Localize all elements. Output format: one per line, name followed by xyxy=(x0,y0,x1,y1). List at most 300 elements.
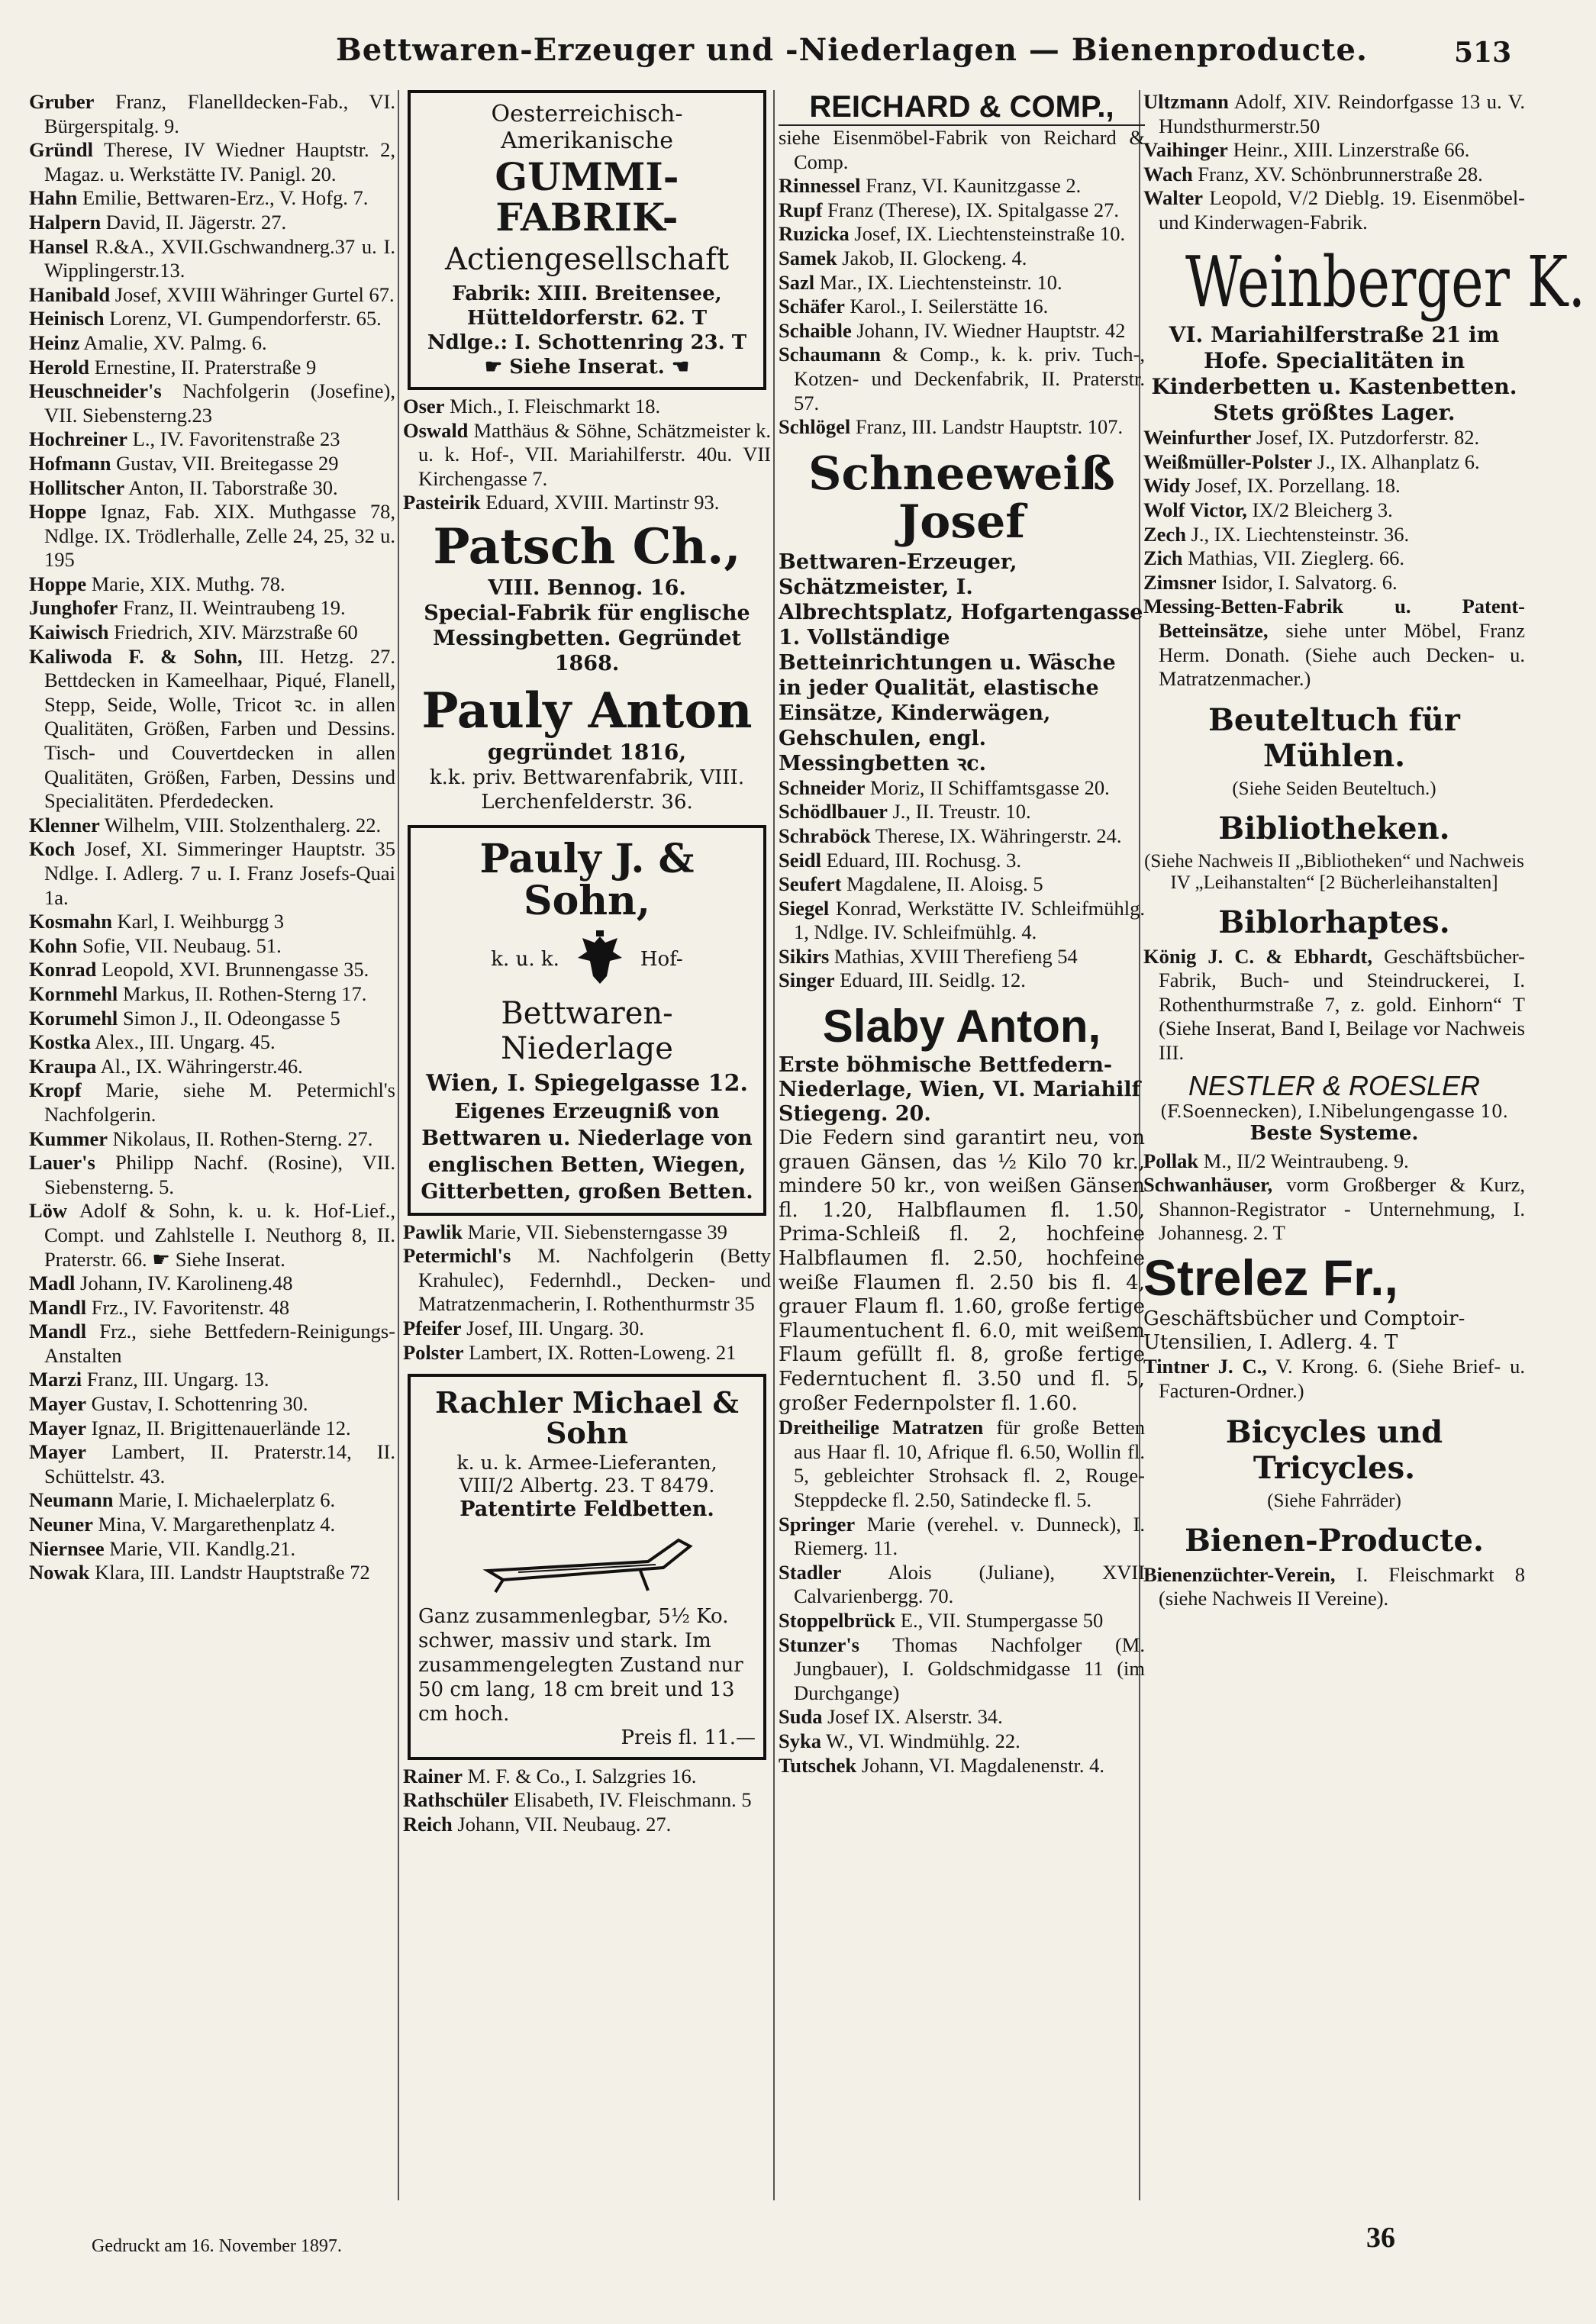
entry-text: Gustav, I. Schottenring 30. xyxy=(91,1392,308,1416)
entry-text: Frz., IV. Favoritenstr. 48 xyxy=(91,1295,290,1319)
list-item xyxy=(29,307,395,331)
list-item xyxy=(29,1488,395,1513)
entry-text: vorm Großberger & Kurz, Shannon-Registrator - Unternehmung, I. Johannesg. 2. T xyxy=(1159,1173,1525,1245)
list-item xyxy=(779,1729,1145,1754)
entry-text: Franz, Flanelldecken-Fab., VI. Bürgerspitalg. 9. xyxy=(44,90,396,137)
entry-name: Lauer's xyxy=(29,1151,95,1175)
entry-name: Madl xyxy=(29,1272,76,1295)
ad-line: Wien, I. Spiegelgasse 12. xyxy=(426,1069,748,1097)
entry-name: Schraböck xyxy=(779,824,871,847)
entry-text: Johann, VI. Magdalenenstr. 4. xyxy=(861,1753,1104,1777)
ad-slaby xyxy=(779,1002,1145,1416)
entry-name: Seufert xyxy=(779,872,842,896)
entry-text: Karl, I. Weihburgg 3 xyxy=(117,910,285,933)
section-heading: Biblorhaptes. xyxy=(1218,904,1450,940)
entry-name: Kraupa xyxy=(29,1054,97,1078)
entry-text: L., IV. Favoritenstraße 23 xyxy=(132,427,340,451)
entry-text: IX/2 Bleicherg 3. xyxy=(1252,498,1393,521)
entry-name: Konrad xyxy=(29,958,97,981)
running-header: Bettwaren-Erzeuger und -Niederlagen — Bienenproducte. xyxy=(336,32,1368,68)
list-item xyxy=(29,211,395,235)
entry-name: Löw xyxy=(29,1199,68,1223)
entry-name: Heinz xyxy=(29,330,80,354)
ad-line: Special-Fabrik für englische Messingbetten. Gegründet 1868. xyxy=(424,601,750,676)
ad-pauly-sohn xyxy=(408,825,766,1215)
entry-name: Rinnessel xyxy=(779,174,861,198)
entry-name: Schaumann xyxy=(779,343,882,366)
entry-name: Walter xyxy=(1143,186,1203,210)
list-item xyxy=(29,1055,395,1079)
ad-nestler xyxy=(1143,1070,1525,1145)
list-item xyxy=(29,427,395,452)
entry-name: Gründl xyxy=(29,138,93,162)
entry-text: Moriz, II Schiffamtsgasse 20. xyxy=(870,775,1110,799)
list-item xyxy=(1143,546,1525,571)
entry-name: Neuner xyxy=(29,1513,93,1536)
list-item xyxy=(29,1392,395,1417)
ad-patsch xyxy=(403,517,771,676)
entry-text: Ignaz, II. Brigittenauerlände 12. xyxy=(91,1416,351,1439)
list-item xyxy=(1143,426,1525,450)
entry-name: Heuschneider's xyxy=(29,379,162,403)
entry-name: Klenner xyxy=(29,813,100,836)
list-item xyxy=(29,1537,395,1562)
entry-text: Johann, IV. Karolineng.48 xyxy=(80,1272,293,1295)
list-item xyxy=(779,849,1145,873)
list-item xyxy=(779,415,1145,440)
ad-pauly-anton xyxy=(403,682,771,814)
entry-name: Kaiwisch xyxy=(29,620,109,644)
ad-gummi-fabrik xyxy=(408,90,766,390)
list-item xyxy=(29,500,395,572)
entry-name: Nowak xyxy=(29,1561,90,1584)
ad-line: gegründet 1816, xyxy=(487,740,687,766)
entry-name: Wach xyxy=(1143,162,1193,185)
entry-name: Kropf xyxy=(29,1078,82,1102)
list-item xyxy=(403,1813,771,1837)
list-item xyxy=(29,934,395,959)
entry-text: David, II. Jägerstr. 27. xyxy=(105,210,287,234)
entry-text: J., II. Treustr. 10. xyxy=(892,800,1031,824)
entry-text: Thomas Nachfolger (M. Jungbauer), I. Goldschmidgasse 11 (im Durchgange) xyxy=(794,1633,1145,1704)
entry-text: Al., IX. Währingerstr.46. xyxy=(100,1054,303,1078)
list-item xyxy=(779,776,1145,801)
list-item xyxy=(29,958,395,982)
entry-name: Kummer xyxy=(29,1127,108,1150)
list-item xyxy=(29,138,395,186)
list-item xyxy=(29,1030,395,1055)
entry-list xyxy=(1143,1149,1525,1246)
entry-name: Sazl xyxy=(779,270,815,294)
entry-text: Johann, VII. Neubaug. 27. xyxy=(457,1813,672,1836)
entry-text: Mich., I. Fleischmarkt 18. xyxy=(450,395,661,417)
ad-line: Hof- xyxy=(640,947,683,971)
ad-line: k. u. k. Armee-Lieferanten, xyxy=(456,1451,717,1474)
entry-name: Seidl xyxy=(779,848,821,872)
column-3 xyxy=(779,90,1145,1778)
list-item xyxy=(403,1788,771,1813)
list-item xyxy=(779,319,1145,343)
entry-text: Anton, II. Taborstraße 30. xyxy=(128,475,338,499)
list-item xyxy=(779,1561,1145,1609)
list-item xyxy=(779,1705,1145,1729)
entry-text: Mathias, XVIII Therefieng 54 xyxy=(833,944,1078,968)
ad-line: Oesterreichisch-Amerikanische xyxy=(491,101,683,154)
entry-name: Singer xyxy=(779,969,835,992)
list-item xyxy=(1143,186,1525,234)
list-item xyxy=(403,491,771,515)
entry-text: Emilie, Bettwaren-Erz., V. Hofg. 7. xyxy=(82,186,369,210)
entry-name: Petermichl's xyxy=(403,1244,511,1268)
ad-strelez xyxy=(1143,1249,1525,1355)
entry-text: E., VII. Stumpergasse 50 xyxy=(900,1608,1104,1632)
entry-text: Nachfolgerin (Josefine), VII. Siebensterng.23 xyxy=(44,379,395,427)
entry-text: siehe unter Möbel, Franz Herm. Donath. (Siehe auch Decken- u. Matratzenmacher.) xyxy=(1159,618,1525,691)
entry-name: Tutschek xyxy=(779,1753,857,1777)
entry-text: Marie, VII. Siebensterngasse 39 xyxy=(467,1220,727,1243)
entry-name: Mayer xyxy=(29,1440,87,1464)
ad-headline: Rachler Michael & Sohn xyxy=(435,1385,739,1450)
ad-line: Fabrik: XIII. Breitensee, Hütteldorferstr. 62. T xyxy=(452,282,722,330)
ad-headline: Weinberger K. xyxy=(1185,240,1586,323)
entry-text: Marie, VII. Kandlg.21. xyxy=(109,1536,296,1560)
list-item xyxy=(403,1244,771,1317)
list-item xyxy=(779,897,1145,945)
section-note: (Siehe Nachweis II „Bibliotheken“ und Nachweis IV „Leihanstalten“ [2 Bücherleihanstalten] xyxy=(1144,850,1524,893)
list-item xyxy=(403,1317,771,1341)
ad-line: (F.Soennecken), I.Nibelungengasse 10. xyxy=(1160,1101,1508,1122)
list-item xyxy=(29,1078,395,1127)
list-item xyxy=(29,1272,395,1296)
list-item xyxy=(1143,90,1525,138)
entry-name: Stadler xyxy=(779,1560,842,1584)
list-item xyxy=(29,356,395,380)
entry-name: Junghofer xyxy=(29,596,118,620)
list-item xyxy=(403,1341,771,1365)
entry-name: Schäfer xyxy=(779,295,845,318)
entry-name: Springer xyxy=(779,1512,856,1536)
entry-text: III. Hetzg. 27. Bettdecken in Kameelhaar, Piqué, Flanell, Stepp, Seide, Wolle, Tricot ꝛc. in allen Qualitäten, Größen, Farben und Dessins. Tisch- und Couvertdecken in allen Qualitäten, Größen, Farben, Dessins und Specialitäten. Pferdedecken. xyxy=(44,644,396,813)
entry-text: Franz (Therese), IX. Spitalgasse 27. xyxy=(827,198,1119,221)
entry-text: Marie (verehel. v. Dunneck), I. Riemerg. 11. xyxy=(794,1512,1146,1560)
list-item xyxy=(29,90,395,138)
ad-line: VIII. Bennog. 16. xyxy=(488,576,686,601)
ad-line: Ganz zusammenlegbar, 5½ Ko. schwer, massiv und stark. Im zusammengelegten Zustand nur 50 cm lang, 18 cm breit und 13 cm hoch. xyxy=(418,1604,743,1726)
entry-text: M. F. & Co., I. Salzgries 16. xyxy=(467,1764,697,1787)
entry-name: Reich xyxy=(403,1813,453,1836)
entry-name: Korumehl xyxy=(29,1006,118,1030)
entry-text: J., IX. Alhanplatz 6. xyxy=(1317,450,1480,473)
entry-text: Gustav, VII. Breitegasse 29 xyxy=(116,451,339,475)
list-item xyxy=(1143,450,1525,475)
entry-list xyxy=(779,1513,1145,1778)
entry-text: Ignaz, Fab. XIX. Muthgasse 78, Ndlge. IX. Trödlerhalle, Zelle 24, 25, 32 u. 195 xyxy=(44,500,396,572)
ad-eagle-row xyxy=(418,929,756,990)
reichard-heading: REICHARD & COMP., xyxy=(779,90,1145,126)
entry-text: Therese, IV Wiedner Hauptstr. 2, Magaz. u. Werkstätte IV. Panigl. 20. xyxy=(44,138,396,185)
ad-weinberger xyxy=(1143,240,1586,427)
list-item xyxy=(29,1127,395,1152)
list-item xyxy=(403,1220,771,1245)
entry-name: Hollitscher xyxy=(29,475,125,499)
page-number: 513 xyxy=(1454,37,1512,69)
list-item xyxy=(779,1609,1145,1633)
entry-name: Mayer xyxy=(29,1392,87,1416)
list-item xyxy=(1143,1173,1525,1246)
entry-text: Frz., siehe Bettfedern-Reinigungs-Anstalten xyxy=(44,1320,395,1367)
entry-list xyxy=(403,1765,771,1837)
list-item xyxy=(403,395,771,419)
entry-name: Pollak xyxy=(1143,1149,1199,1172)
entry-text: Therese, IX. Währingerstr. 24. xyxy=(875,824,1122,847)
list-item xyxy=(779,343,1145,415)
entry-text: Leopold, XVI. Brunnengasse 35. xyxy=(101,958,369,981)
list-item xyxy=(29,186,395,211)
list-item xyxy=(779,198,1145,223)
entry-name: Marzi xyxy=(29,1368,82,1391)
list-item xyxy=(29,283,395,308)
entry-text: Josef, IX. Porzellang. 18. xyxy=(1195,474,1401,498)
entry-text: Heinr., XIII. Linzerstraße 66. xyxy=(1233,138,1470,162)
entry-name: Vaihinger xyxy=(1143,138,1228,162)
entry-name: Gruber xyxy=(29,90,95,113)
list-item xyxy=(779,945,1145,969)
entry-name: Schödlbauer xyxy=(779,800,888,824)
list-item: König J. C. & Ebhardt, Geschäftsbücher-Fabrik, Buch- und Steindruckerei, I. Rothenthurmstraße 7, z. gold. Einhorn“ T (Siehe Inserat, Band I, Beilage vor Nachweis III. xyxy=(1143,944,1526,1065)
entry-text: Alex., III. Ungarg. 45. xyxy=(95,1030,276,1054)
entry-name: Schaible xyxy=(779,318,852,342)
entry-name: Niernsee xyxy=(29,1536,105,1560)
ad-headline: Slaby Anton, xyxy=(822,1001,1101,1052)
list-item xyxy=(29,814,395,838)
list-item xyxy=(29,910,395,934)
entry-name: Oswald xyxy=(403,418,469,442)
entry-text: Wilhelm, VIII. Stolzenthalerg. 22. xyxy=(104,813,382,836)
ad-rachler xyxy=(408,1374,766,1760)
entry-text: M. Nachfolgerin (Betty Krahulec), Federnhdl., Decken- und Matratzenmacherin, I. Rothenthurmstr 35 xyxy=(418,1244,771,1316)
entry-text: Amalie, XV. Palmg. 6. xyxy=(83,330,267,354)
entry-name: Hoppe xyxy=(29,500,87,524)
entry-name: Pasteirik xyxy=(403,491,481,514)
list-item xyxy=(29,572,395,597)
entry-list xyxy=(1143,426,1525,691)
list-item xyxy=(1143,595,1525,691)
entry-list xyxy=(779,776,1145,993)
entry-name: Hofmann xyxy=(29,451,111,475)
entry-name: Suda xyxy=(779,1705,823,1729)
entry-text: Markus, II. Rothen-Sterng 17. xyxy=(122,981,367,1005)
list-item xyxy=(29,476,395,501)
entry-name: Ultzmann xyxy=(1143,90,1229,113)
entry-name: Heinisch xyxy=(29,307,105,330)
list-item xyxy=(779,872,1145,897)
entry-name: Kornmehl xyxy=(29,981,118,1005)
entry-text: Marie, siehe M. Petermichl's Nachfolgerin. xyxy=(44,1078,395,1126)
list-item xyxy=(779,247,1145,271)
entry-text: Eduard, XVIII. Martinstr 93. xyxy=(485,491,720,514)
entry-text: Leopold, V/2 Dieblg. 19. Eisenmöbel- und Kinderwagen-Fabrik. xyxy=(1159,186,1526,234)
entry-name: Messing-Betten-Fabrik u. Patent-Betteinsätze, xyxy=(1143,595,1525,642)
entry-name: Polster xyxy=(403,1340,464,1364)
entry-text: Philipp Nachf. (Rosine), VII. Siebensterng. 5. xyxy=(44,1151,395,1198)
entry-name: Oser xyxy=(403,395,445,417)
list-item: Dreitheilige Matratzen für große Betten aus Haar fl. 10, Afrique fl. 6.50, Wollin fl. 5, gebleichter Strohsack fl. 2, Rouge-Steppdecke fl. 2.50, Satindecke fl. 5. xyxy=(779,1416,1145,1511)
entry-name: Hoppe xyxy=(29,572,87,595)
ad-line: Ndlge.: I. Schottenring 23. T xyxy=(427,331,747,354)
ad-line: Patentirte Feldbetten. xyxy=(459,1497,714,1521)
entry-name: Widy xyxy=(1143,474,1191,498)
list-item xyxy=(1143,1149,1525,1174)
list-item xyxy=(1143,523,1525,547)
section-heading: Beuteltuch für Mühlen. xyxy=(1208,701,1460,774)
ad-headline: Pauly J. & Sohn, xyxy=(479,836,695,924)
ad-headline: Pauly Anton xyxy=(421,682,753,740)
print-date: Gedruckt am 16. November 1897. xyxy=(92,2236,342,2256)
list-item xyxy=(29,596,395,620)
section-note: (Siehe Fahrräder) xyxy=(1267,1490,1401,1511)
entry-text: Lambert, II. Praterstr.14, II. Schüttelstr. 43. xyxy=(44,1440,396,1488)
list-item xyxy=(403,1765,771,1789)
entry-name: Ruzicka xyxy=(779,222,850,246)
list-item xyxy=(779,271,1145,295)
entry-name: Samek xyxy=(779,246,837,269)
entry-text: Adolf & Sohn, k. u. k. Hof-Lief., Compt. und Zahlstelle I. Neuthorg 8, II. Praterstr. 66. ☛ Siehe Inserat. xyxy=(44,1199,395,1271)
ad-headline: NESTLER & ROESLER xyxy=(1188,1069,1481,1101)
list-item xyxy=(29,645,395,814)
list-item xyxy=(1143,571,1525,595)
entry-text: Johann, IV. Wiedner Hauptstr. 42 xyxy=(856,318,1126,342)
entry-name: Hanibald xyxy=(29,282,111,306)
entry-name: Neumann xyxy=(29,1488,114,1512)
entry-text: Lorenz, VI. Gumpendorferstr. 65. xyxy=(109,307,382,330)
list-item xyxy=(29,1561,395,1585)
list-item xyxy=(29,837,395,910)
section-heading: Bibliotheken. xyxy=(1218,810,1450,846)
entry-text: Nikolaus, II. Rothen-Sterng. 27. xyxy=(112,1127,373,1150)
ad-line: k.k. priv. Bettwarenfabrik, VIII. Lerchenfelderstr. 36. xyxy=(429,766,745,814)
list-item xyxy=(1143,498,1525,523)
ad-line: Bettwaren-Niederlage xyxy=(501,995,673,1066)
entry-text: Franz, III. Ungarg. 13. xyxy=(86,1368,269,1391)
entry-name: Wolf Victor, xyxy=(1143,498,1247,521)
entry-text: Magdalene, II. Aloisg. 5 xyxy=(846,872,1043,896)
ad-line: ☛ Siehe Inserat. ☚ xyxy=(484,356,690,379)
list-item xyxy=(1143,163,1525,187)
entry-name: Weinfurther xyxy=(1143,426,1252,450)
entry-text: Ernestine, II. Praterstraße 9 xyxy=(94,355,317,379)
entry-text: Mina, V. Margarethenplatz 4. xyxy=(98,1513,336,1536)
entry-name: Kaliwoda F. & Sohn, xyxy=(29,644,243,668)
entry-text: Konrad, Werkstätte IV. Schleifmühlg. 1, Ndlge. IV. Schleifmühlg. 4. xyxy=(794,896,1146,944)
entry-text: Jakob, II. Glockeng. 4. xyxy=(842,246,1027,269)
entry-text: Alois (Juliane), XVII Calvarienbergg. 70. xyxy=(794,1560,1145,1608)
entry-name: Kostka xyxy=(29,1030,91,1054)
entry-list xyxy=(779,126,1145,440)
ad-headline: Patsch Ch., xyxy=(433,517,741,575)
list-item xyxy=(1143,138,1525,163)
list-item: Tintner J. C., V. Krong. 6. (Siehe Brief- u. Facturen-Ordner.) xyxy=(1143,1355,1525,1402)
entry-text: Karol., I. Seilerstätte 16. xyxy=(850,295,1049,318)
double-eagle-icon xyxy=(573,929,627,990)
column-4 xyxy=(1143,90,1586,1611)
list-item xyxy=(779,1633,1145,1706)
entry-text: J., IX. Liechtensteinstr. 36. xyxy=(1191,522,1410,546)
list-item xyxy=(779,174,1145,198)
list-item xyxy=(1143,474,1525,498)
ad-line: Erste böhmische Bettfedern-Niederlage, Wien, VI. Mariahilf Stiegeng. 20. xyxy=(779,1053,1141,1127)
entry-text: Josef, XI. Simmeringer Hauptstr. 35 Ndlge. I. Adlerg. 7 u. I. Franz Josefs-Quai 1a. xyxy=(44,837,395,909)
section-note: (Siehe Seiden Beuteltuch.) xyxy=(1232,778,1436,799)
entry-name: Zimsner xyxy=(1143,570,1217,594)
entry-name: Syka xyxy=(779,1729,821,1752)
entry-text: Josef, IX. Putzdorferstr. 82. xyxy=(1256,426,1480,450)
entry-list xyxy=(1143,90,1525,235)
list-item xyxy=(779,126,1145,174)
entry-name: Pawlik xyxy=(403,1220,463,1243)
entry-text: Elisabeth, IV. Fleischmann. 5 xyxy=(514,1788,752,1812)
list-item xyxy=(779,1754,1145,1778)
sheet-number: 36 xyxy=(1366,2222,1395,2254)
list-item xyxy=(29,379,395,427)
ad-headline: Strelez Fr., xyxy=(1143,1249,1398,1307)
entry-name: Rupf xyxy=(779,198,823,221)
entry-list xyxy=(403,1220,771,1365)
list-item xyxy=(29,982,395,1007)
entry-name: Mayer xyxy=(29,1416,87,1439)
entry-text: Franz, XV. Schönbrunnerstraße 28. xyxy=(1198,162,1483,185)
list-item xyxy=(779,222,1145,247)
ad-line: VI. Mariahilferstraße 21 im Hofe. Specialitäten in Kinderbetten u. Kastenbetten. xyxy=(1151,322,1517,400)
entry-name: Zich xyxy=(1143,546,1183,570)
ad-price: Preis fl. 11.— xyxy=(621,1726,756,1749)
entry-text: Josef, IX. Liechtensteinstraße 10. xyxy=(854,222,1126,246)
entry-text: Mar., IX. Liechtensteinstr. 10. xyxy=(819,270,1062,294)
entry-name: Rathschüler xyxy=(403,1788,509,1812)
ad-line: Bettwaren-Erzeuger, Schätzmeister, I. Albrechtsplatz, Hofgartengasse 1. Vollständige Betteinrichtungen u. Wäsche in jeder Qualität, elastische Einsätze, Kinderwägen, Gehschulen, engl. Messingbetten ꝛc. xyxy=(779,550,1143,775)
entry-text: Adolf, XIV. Reindorfgasse 13 u. V. Hundsthurmerstr.50 xyxy=(1159,90,1525,137)
entry-name: Stoppelbrück xyxy=(779,1608,896,1632)
entry-text: siehe Eisenmöbel-Fabrik von Reichard & Comp. xyxy=(779,126,1145,173)
entry-name: Sikirs xyxy=(779,944,830,968)
list-item xyxy=(29,1199,395,1272)
entry-text: Simon J., II. Odeongasse 5 xyxy=(122,1006,340,1030)
entry-list xyxy=(403,395,771,515)
list-item xyxy=(29,1007,395,1031)
list-item xyxy=(29,1513,395,1537)
list-item xyxy=(779,295,1145,319)
entry-text: Marie, I. Michaelerplatz 6. xyxy=(118,1488,336,1512)
entry-name: Schwanhäuser, xyxy=(1143,1173,1273,1197)
list-item xyxy=(29,1440,395,1488)
list-item xyxy=(779,824,1145,849)
entry-name: Weißmüller-Polster xyxy=(1143,450,1313,473)
ad-line: Geschäftsbücher und Comptoir-Utensilien, I. Adlerg. 4. T xyxy=(1143,1307,1465,1355)
list-item: Bienenzüchter-Verein, I. Fleischmarkt 8 (siehe Nachweis II Vereine). xyxy=(1143,1562,1525,1610)
entry-text: Lambert, IX. Rotten-Loweng. 21 xyxy=(469,1340,737,1364)
list-item xyxy=(29,620,395,645)
entry-name: Koch xyxy=(29,837,76,861)
ad-line: Beste Systeme. xyxy=(1249,1121,1419,1145)
entry-text: Klara, III. Landstr Hauptstraße 72 xyxy=(95,1561,370,1584)
list-item xyxy=(29,235,395,283)
list-item xyxy=(779,969,1145,993)
ad-schneeweiss xyxy=(779,446,1145,776)
entry-name: Hahn xyxy=(29,186,78,210)
entry-name: Kohn xyxy=(29,933,78,957)
entry-text: Sofie, VII. Neubaug. 51. xyxy=(82,933,282,957)
ad-headline: GUMMI-FABRIK- xyxy=(495,154,679,240)
entry-name: Mandl xyxy=(29,1295,87,1319)
